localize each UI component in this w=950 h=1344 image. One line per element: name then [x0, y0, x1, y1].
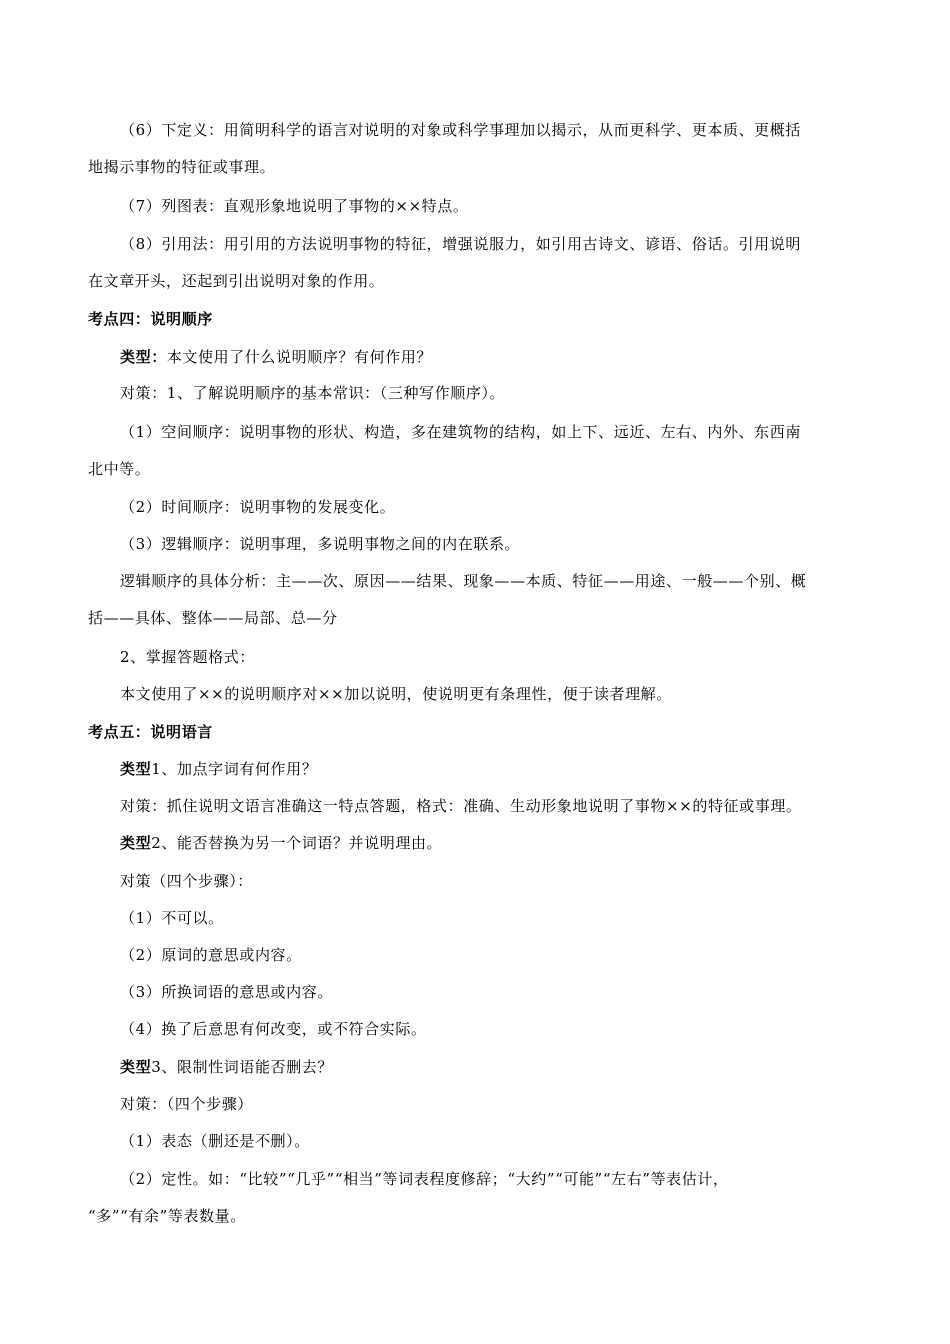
step-4: （4）换了后意思有何改变，或不符合实际。 — [120, 1020, 427, 1038]
step-3: （3）所换词语的意思或内容。 — [120, 983, 333, 1001]
para-chart: （7）列图表：直观形象地说明了事物的××特点。 — [120, 197, 469, 215]
step-qualify-cont: “多”“有余”等表数量。 — [88, 1207, 246, 1225]
para-citation-cont: 在文章开头，还起到引出说明对象的作用。 — [88, 272, 385, 290]
type-text: 1、加点字词有何作用？ — [151, 760, 318, 778]
strategy-basics: 对策：1、了解说明顺序的基本常识：（三种写作顺序）。 — [120, 384, 506, 402]
step-attitude: （1）表态（删还是不删）。 — [120, 1132, 310, 1150]
answer-format: 本文使用了××的说明顺序对××加以说明，使说明更有条理性，便于读者理解。 — [120, 685, 672, 703]
order-space-cont: 北中等。 — [88, 460, 151, 478]
step-2: （2）原词的意思或内容。 — [120, 946, 302, 964]
order-logic: （3）逻辑顺序：说明事理，多说明事物之间的内在联系。 — [120, 535, 521, 553]
heading-kaodian-4: 考点四：说明顺序 — [88, 310, 213, 328]
strategy-1: 对策：抓住说明文语言准确这一特点答题，格式：准确、生动形象地说明了事物××的特征或事理。 — [120, 797, 802, 815]
type-label: 类型 — [120, 834, 152, 852]
logic-analysis: 逻辑顺序的具体分析：主——次、原因——结果、现象——本质、特征——用途、一般——个别、概 — [120, 572, 807, 590]
strategy-3: 对策：（四个步骤） — [120, 1095, 253, 1113]
type-1 — [120, 759, 890, 779]
para-definition: （6）下定义：用简明科学的语言对说明的对象或科学事理加以揭示，从而更科学、更本质、更概括 — [120, 121, 801, 139]
type-question-4 — [120, 347, 890, 367]
type-label: 类型 — [120, 760, 152, 778]
step-1: （1）不可以。 — [120, 909, 224, 927]
answer-format-title: 2、掌握答题格式： — [120, 648, 255, 666]
para-citation: （8）引用法：用引用的方法说明事物的特征，增强说服力，如引用古诗文、谚语、俗话。引用说明 — [120, 235, 801, 253]
para-definition-cont: 地揭示事物的特征或事理。 — [88, 158, 276, 176]
type-label: 类型 — [120, 1058, 152, 1076]
type-text: 2、能否替换为另一个词语？并说明理由。 — [151, 834, 443, 852]
type-text: 本文使用了什么说明顺序？有何作用？ — [166, 348, 433, 366]
strategy-2: 对策（四个步骤）： — [120, 872, 253, 890]
order-time: （2）时间顺序：说明事物的发展变化。 — [120, 498, 396, 516]
step-qualify: （2）定性。如：“比较”“几乎”“相当”等词表程度修辞；“大约”“可能”“左右”等表估计， — [120, 1170, 729, 1188]
order-space: （1）空间顺序：说明事物的形状、构造，多在建筑物的结构，如上下、远近、左右、内外、东西南 — [120, 423, 801, 441]
type-label: 类型： — [120, 348, 167, 366]
logic-analysis-cont: 括——具体、整体——局部、总—分 — [88, 609, 338, 627]
type-text: 3、限制性词语能否删去？ — [151, 1058, 333, 1076]
type-2 — [120, 833, 890, 853]
heading-kaodian-5: 考点五：说明语言 — [88, 723, 213, 741]
type-3 — [120, 1057, 890, 1077]
